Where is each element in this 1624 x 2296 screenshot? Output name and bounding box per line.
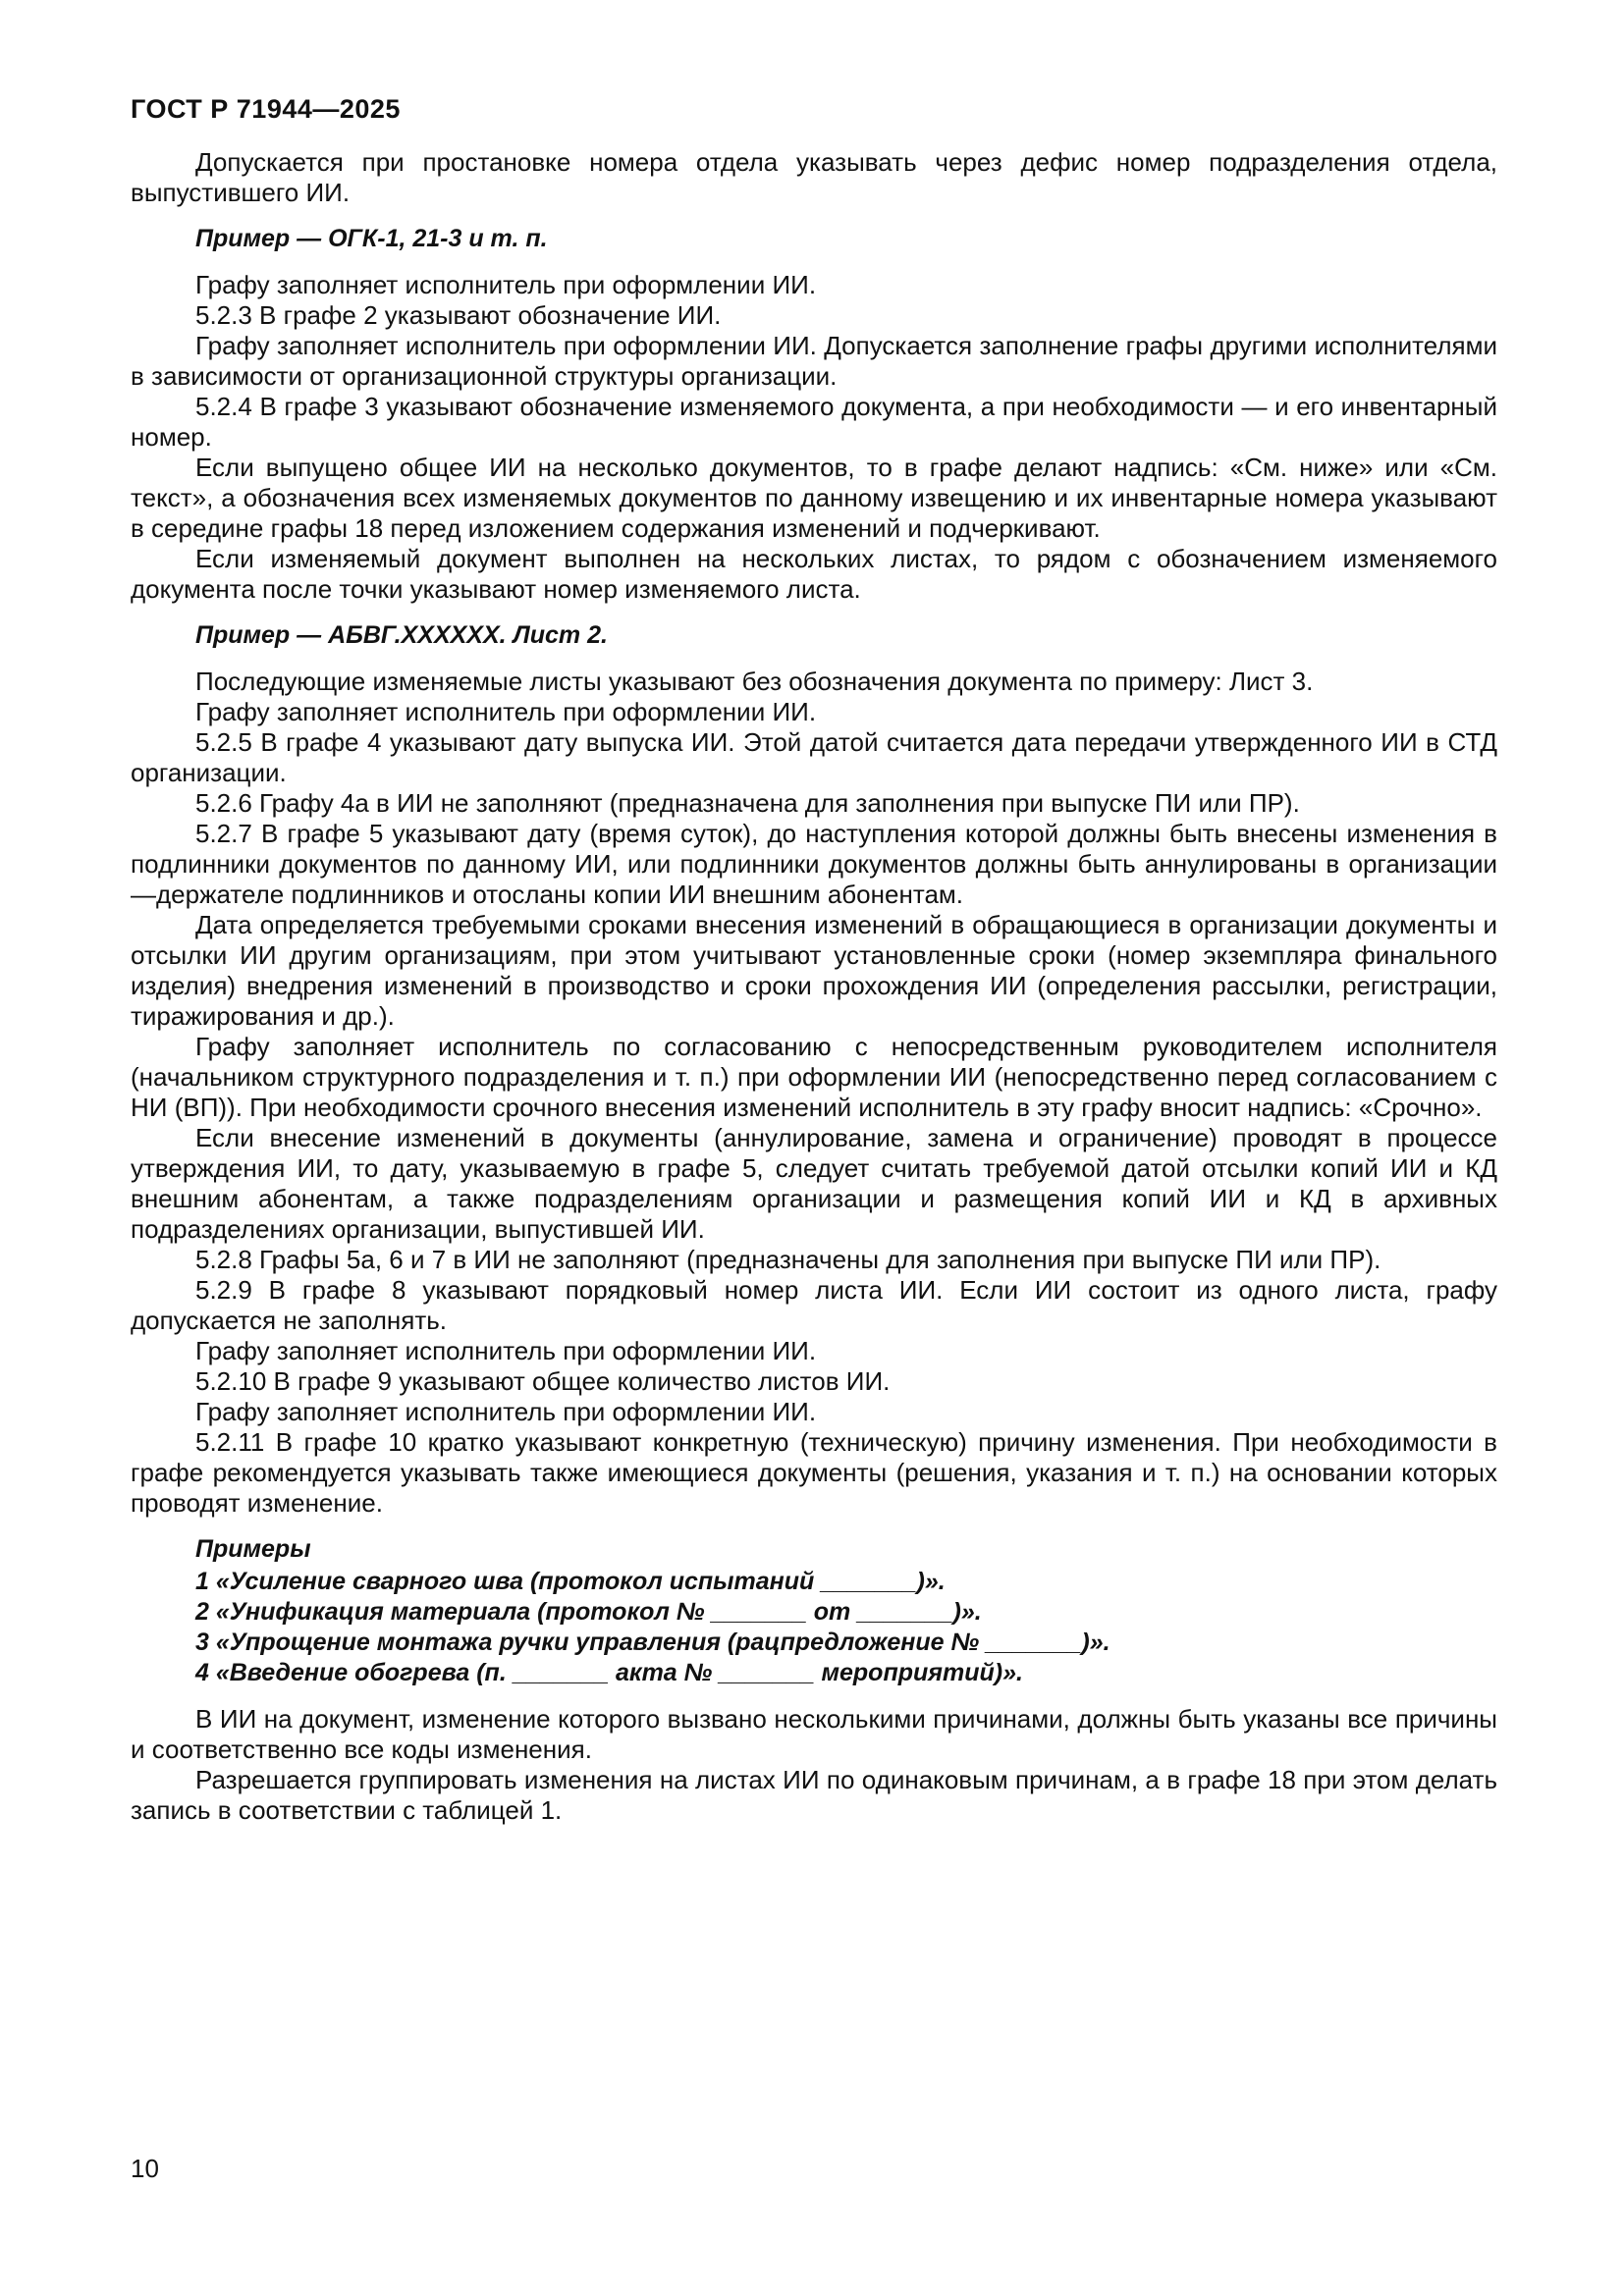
document-header-code: ГОСТ Р 71944—2025 (131, 94, 401, 124)
paragraph: 2 «Унификация материала (протокол № _______ от _______)». (195, 1598, 982, 1626)
paragraph: Пример — ОГК-1, 21-3 и т. п. (195, 225, 548, 252)
paragraph: 5.2.7 В графе 5 указывают дату (время суток), до наступления которой должны быть внесены изменения в подлинники документов по данному ИИ, или подлинники документов должны быть аннулированы в организации—держателе подлинников и отосланы копии ИИ внешним абонентам. (131, 819, 1497, 909)
paragraph: 5.2.6 Графу 4а в ИИ не заполняют (предназначена для заполнения при выпуске ПИ или ПР). (195, 788, 1300, 818)
paragraph: Если выпущено общее ИИ на несколько документов, то в графе делают надпись: «См. ниже» или «См. текст», а обозначения всех изменяемых документов по данному извещению и их инвентарные номера указывают в середине графы 18 перед изложением содержания изменений и подчеркивают. (131, 453, 1497, 543)
paragraph: Пример — АБВГ.XXXXXX. Лист 2. (195, 621, 608, 649)
paragraph: 5.2.9 В графе 8 указывают порядковый номер листа ИИ. Если ИИ состоит из одного листа, графу допускается не заполнять. (131, 1275, 1497, 1335)
paragraph: Разрешается группировать изменения на листах ИИ по одинаковым причинам, а в графе 18 при этом делать запись в соответствии с таблицей 1. (131, 1765, 1497, 1825)
paragraph: Если изменяемый документ выполнен на нескольких листах, то рядом с обозначением изменяемого документа после точки указывают номер изменяемого листа. (131, 544, 1497, 604)
paragraph: 1 «Усиление сварного шва (протокол испытаний _______)». (195, 1568, 946, 1595)
paragraph: Если внесение изменений в документы (аннулирование, замена и ограничение) проводят в процессе утверждения ИИ, то дату, указываемую в графе 5, следует считать требуемой датой отсылки копий ИИ и КД внешним абонентам, а также подразделениям организации и размещения копий ИИ и КД в архивных подразделениях организации, выпустившей ИИ. (131, 1123, 1497, 1244)
paragraph: Графу заполняет исполнитель при оформлении ИИ. (195, 270, 817, 299)
paragraph: 5.2.3 В графе 2 указывают обозначение ИИ. (195, 300, 722, 330)
paragraph: Графу заполняет исполнитель при оформлении ИИ. (195, 1336, 817, 1365)
paragraph: Допускается при простановке номера отдела указывать через дефис номер подразделения отдела, выпустившего ИИ. (131, 147, 1497, 207)
paragraph: В ИИ на документ, изменение которого вызвано несколькими причинами, должны быть указаны все причины и соответственно все коды изменения. (131, 1704, 1497, 1764)
paragraph: Графу заполняет исполнитель при оформлении ИИ. (195, 697, 817, 726)
paragraph: 5.2.5 В графе 4 указывают дату выпуска ИИ. Этой датой считается дата передачи утвержденного ИИ в СТД организации. (131, 727, 1497, 787)
paragraph: Последующие изменяемые листы указывают без обозначения документа по примеру: Лист 3. (195, 667, 1314, 696)
paragraph: Графу заполняет исполнитель по согласованию с непосредственным руководителем исполнителя (начальником структурного подразделения и т. п.) при оформлении ИИ (непосредственно перед согласованием с НИ (ВП)). При необходимости срочного внесения изменений исполнитель в эту графу вносит надпись: «Срочно». (131, 1032, 1497, 1122)
paragraph: 5.2.4 В графе 3 указывают обозначение изменяемого документа, а при необходимости — и его инвентарный номер. (131, 392, 1497, 452)
paragraph: Графу заполняет исполнитель при оформлении ИИ. Допускается заполнение графы другими исполнителями в зависимости от организационной структуры организации. (131, 331, 1497, 391)
paragraph: Примеры (195, 1535, 311, 1563)
paragraph: 5.2.8 Графы 5а, 6 и 7 в ИИ не заполняют (предназначены для заполнения при выпуске ПИ или ПР). (195, 1245, 1381, 1274)
paragraph: 5.2.10 В графе 9 указывают общее количество листов ИИ. (195, 1366, 891, 1396)
paragraph: 4 «Введение обогрева (п. _______ акта № _______ мероприятий)». (195, 1659, 1023, 1686)
paragraph: 5.2.11 В графе 10 кратко указывают конкретную (техническую) причину изменения. При необходимости в графе рекомендуется указывать также имеющиеся документы (решения, указания и т. п.) на основании которых проводят изменение. (131, 1427, 1497, 1518)
page-number: 10 (131, 2154, 159, 2183)
paragraph: Дата определяется требуемыми сроками внесения изменений в обращающиеся в организации документы и отсылки ИИ другим организациям, при этом учитывают установленные сроки (номер экземпляра финального изделия) внедрения изменений в производство и сроки прохождения ИИ (определения рассылки, регистрации, тиражирования и др.). (131, 910, 1497, 1031)
paragraph: 3 «Упрощение монтажа ручки управления (рацпредложение № _______)». (195, 1629, 1110, 1656)
paragraph: Графу заполняет исполнитель при оформлении ИИ. (195, 1397, 817, 1426)
document-body (131, 147, 1497, 1826)
